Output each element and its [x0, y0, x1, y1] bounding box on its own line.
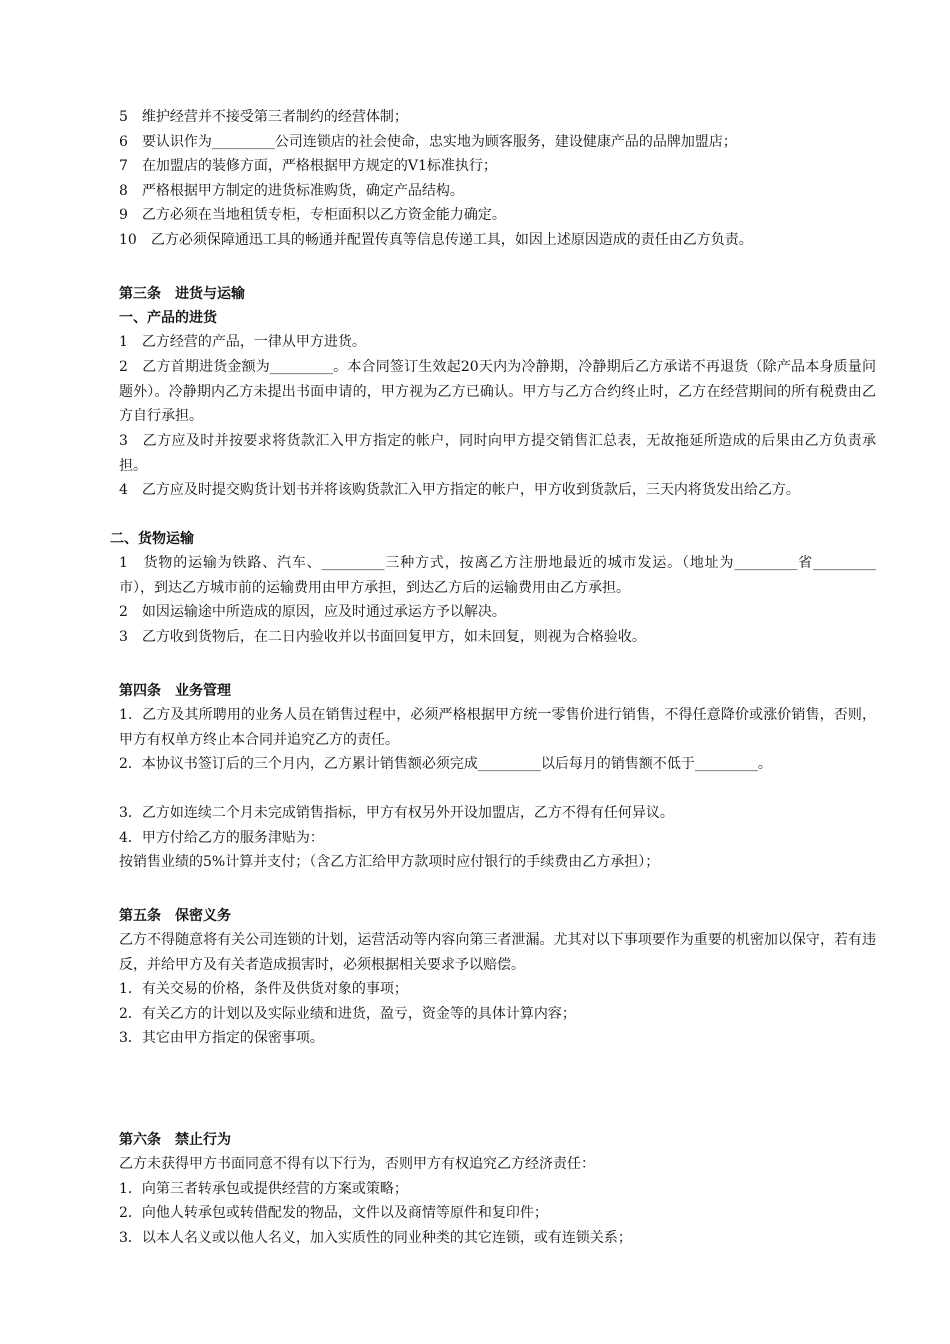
article-4-para-3: 3．乙方如连续二个月未完成销售指标，甲方有权另外开设加盟店，乙方不得有任何异议。: [119, 805, 674, 821]
article-3-para-4: 4 乙方应及时提交购货计划书并将该购货款汇入甲方指定的帐户，甲方收到货款后，三天内将货发出给乙方。: [119, 482, 800, 498]
item-5: 5 维护经营并不接受第三者制约的经营体制；: [119, 109, 408, 125]
article-4-para-4: 4．甲方付给乙方的服务津贴为：: [119, 830, 324, 846]
article-3-transport-3: 3 乙方收到货物后，在二日内验收并以书面回复甲方，如未回复，则视为合格验收。: [119, 629, 646, 645]
article-4-title: 第四条 业务管理: [119, 683, 231, 699]
article-3-title: 第三条 进货与运输: [119, 286, 245, 302]
article-3-para-3: 3 乙方应及时并按要求将货款汇入甲方指定的帐户，同时向甲方提交销售汇总表，无故拖延所造成的后果由乙方负责承担。: [119, 433, 876, 474]
article-5-para-3: 2．有关乙方的计划以及实际业绩和进货，盈亏，资金等的具体计算内容；: [119, 1006, 576, 1022]
item-9: 9 乙方必须在当地租赁专柜，专柜面积以乙方资金能力确定。: [119, 207, 506, 223]
article-3-sub-1: 一、产品的进货: [119, 310, 217, 326]
article-5-para-2: 1．有关交易的价格，条件及供货对象的事项；: [119, 981, 408, 997]
article-3-transport-1: 1 货物的运输为铁路、汽车、_________三种方式，按离乙方注册地最近的城市发运。（地址为_________省_________市），到达乙方城市前的运输费用由甲方承担，到达乙方后的运输费用由乙方承担。: [119, 555, 876, 596]
article-5-para-4: 3．其它由甲方指定的保密事项。: [119, 1030, 324, 1046]
item-7: 7 在加盟店的装修方面，严格根据甲方规定的V1标准执行；: [119, 158, 497, 174]
article-6-title: 第六条 禁止行为: [119, 1132, 231, 1148]
article-5-title: 第五条 保密义务: [119, 908, 231, 924]
article-3-para-2: 2 乙方首期进货金额为_________。本合同签订生效起20天内为冷静期，冷静期后乙方承诺不再退货（除产品本身质量问题外）。冷静期内乙方未提出书面申请的，甲方视为乙方已确认。甲方与乙方合约终止时，乙方在经营期间的所有税费由乙方自行承担。: [119, 359, 876, 424]
article-6-para-1: 乙方未获得甲方书面同意不得有以下行为，否则甲方有权追究乙方经济责任：: [119, 1156, 595, 1172]
article-3-para-1: 1 乙方经营的产品，一律从甲方进货。: [119, 334, 366, 350]
article-5-para-1: 乙方不得随意将有关公司连锁的计划，运营活动等内容向第三者泄漏。尤其对以下事项要作为重要的机密加以保守，若有违反，并给甲方及有关者造成损害时，必须根据相关要求予以赔偿。: [119, 932, 876, 973]
article-3-sub-2: 二、货物运输: [110, 531, 194, 547]
article-4-para-5: 按销售业绩的5%计算并支付；（含乙方汇给甲方款项时应付银行的手续费由乙方承担）；: [119, 854, 660, 870]
item-6: 6 要认识作为_________公司连锁店的社会使命，忠实地为顾客服务，建设健康产品的品牌加盟店；: [119, 134, 737, 150]
article-4-para-2: 2．本协议书签订后的三个月内，乙方累计销售额必须完成_________以后每月的销售额不低于_________。: [119, 756, 772, 772]
item-10: 10 乙方必须保障通迅工具的畅通并配置传真等信息传递工具，如因上述原因造成的责任由乙方负责。: [119, 232, 753, 248]
article-3-transport-2: 2 如因运输途中所造成的原因，应及时通过承运方予以解决。: [119, 604, 506, 620]
article-6-para-2: 1．向第三者转承包或提供经营的方案或策略；: [119, 1181, 408, 1197]
article-4-para-1: 1．乙方及其所聘用的业务人员在销售过程中，必须严格根据甲方统一零售价进行销售，不得任意降价或涨价销售，否则，甲方有权单方终止本合同并追究乙方的责任。: [119, 707, 876, 748]
article-6-para-4: 3．以本人名义或以他人名义，加入实质性的同业种类的其它连锁，或有连锁关系；: [119, 1230, 632, 1246]
item-8: 8 严格根据甲方制定的进货标准购货，确定产品结构。: [119, 183, 464, 199]
article-6-para-3: 2．向他人转承包或转借配发的物品，文件以及商情等原件和复印件；: [119, 1205, 548, 1221]
